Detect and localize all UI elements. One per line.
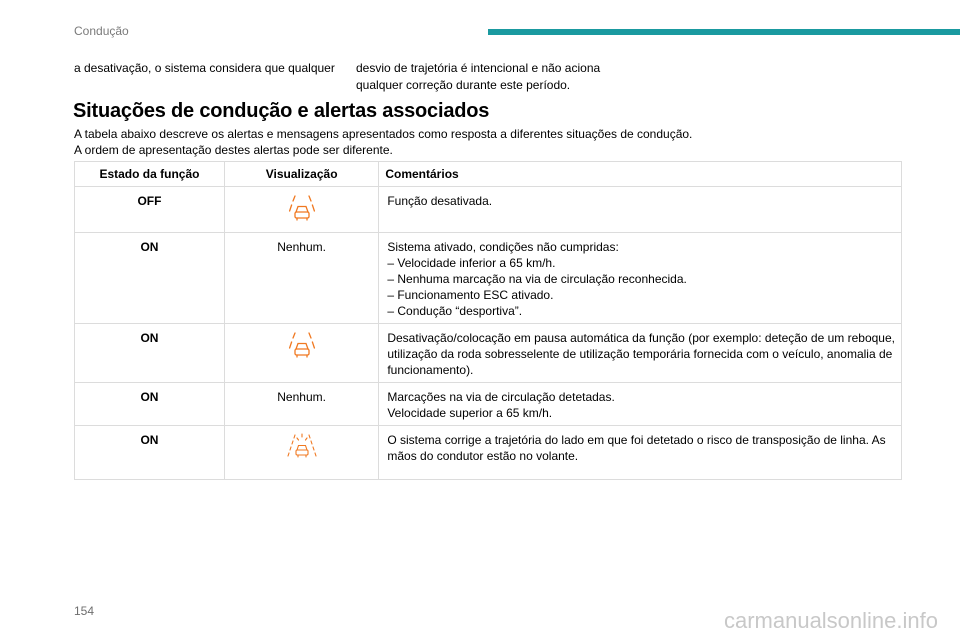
comment-line: Sistema ativado, condições não cumpridas: (387, 240, 619, 254)
table-row (75, 187, 902, 233)
comment-line: mãos do condutor estão no volante. (387, 449, 579, 463)
display-cell: Nenhum. (224, 233, 378, 324)
watermark[interactable]: carmanualsonline.info (723, 608, 938, 633)
comment-line: Velocidade superior a 65 km/h. (387, 406, 553, 420)
section-accent-bar (488, 29, 960, 35)
state-cell: ON (75, 324, 225, 383)
alerts-table (74, 161, 902, 480)
comment-line: – Condução “desportiva”. (387, 304, 523, 318)
state-cell: OFF (75, 187, 225, 233)
intro-line: A ordem de apresentação destes alertas pode ser diferente. (74, 143, 393, 157)
table-row (75, 324, 902, 383)
comment-line: funcionamento). (387, 363, 474, 377)
display-cell (224, 324, 378, 383)
comment-line: Função desativada. (387, 194, 493, 208)
state-cell: ON (75, 233, 225, 324)
comments-cell (379, 383, 902, 426)
header-display: Visualização (224, 162, 378, 187)
lane-correction-active-icon (287, 432, 317, 462)
header-comments: Comentários (379, 162, 902, 187)
comment-line: utilização da roda sobresselente de utilização temporária fornecida com o veículo, anomalia de (387, 347, 893, 361)
comment-line: – Velocidade inferior a 65 km/h. (387, 256, 556, 270)
lane-assist-off-icon (287, 193, 317, 223)
table-row (75, 233, 902, 324)
display-cell: Nenhum. (224, 383, 378, 426)
comment-line: – Funcionamento ESC ativado. (387, 288, 554, 302)
text-line: a desativação, o sistema considera que qualquer (74, 61, 335, 75)
text-line: qualquer correção durante este período. (356, 78, 571, 92)
section-intro (74, 126, 692, 158)
comment-line: Marcações na via de circulação detetadas. (387, 390, 615, 404)
state-cell: ON (75, 426, 225, 480)
display-cell (224, 426, 378, 480)
comments-cell (379, 187, 902, 233)
intro-line: A tabela abaixo descreve os alertas e mensagens apresentados como resposta a diferentes situações de condução. (74, 127, 693, 141)
section-title: Situações de condução e alertas associados (73, 100, 490, 122)
display-cell (224, 187, 378, 233)
lane-assist-paused-icon (287, 330, 317, 360)
state-cell: ON (75, 383, 225, 426)
comments-cell (379, 233, 902, 324)
table-row (75, 426, 902, 480)
continued-text-right (356, 60, 616, 94)
table-row (75, 383, 902, 426)
comments-cell (379, 426, 902, 480)
comment-line: – Nenhuma marcação na via de circulação reconhecida. (387, 272, 687, 286)
page-number: 154 (74, 604, 95, 618)
section-label: Condução (74, 24, 129, 38)
table-header-row (75, 162, 902, 187)
comments-cell (379, 324, 902, 383)
header-state: Estado da função (75, 162, 225, 187)
text-line: desvio de trajetória é intencional e não aciona (356, 61, 601, 75)
continued-text-left (74, 60, 344, 77)
comment-line: Desativação/colocação em pausa automática da função (por exemplo: deteção de um reboque, (387, 331, 895, 345)
comment-line: O sistema corrige a trajetória do lado em que foi detetado o risco de transposição de linha. As (387, 433, 886, 447)
